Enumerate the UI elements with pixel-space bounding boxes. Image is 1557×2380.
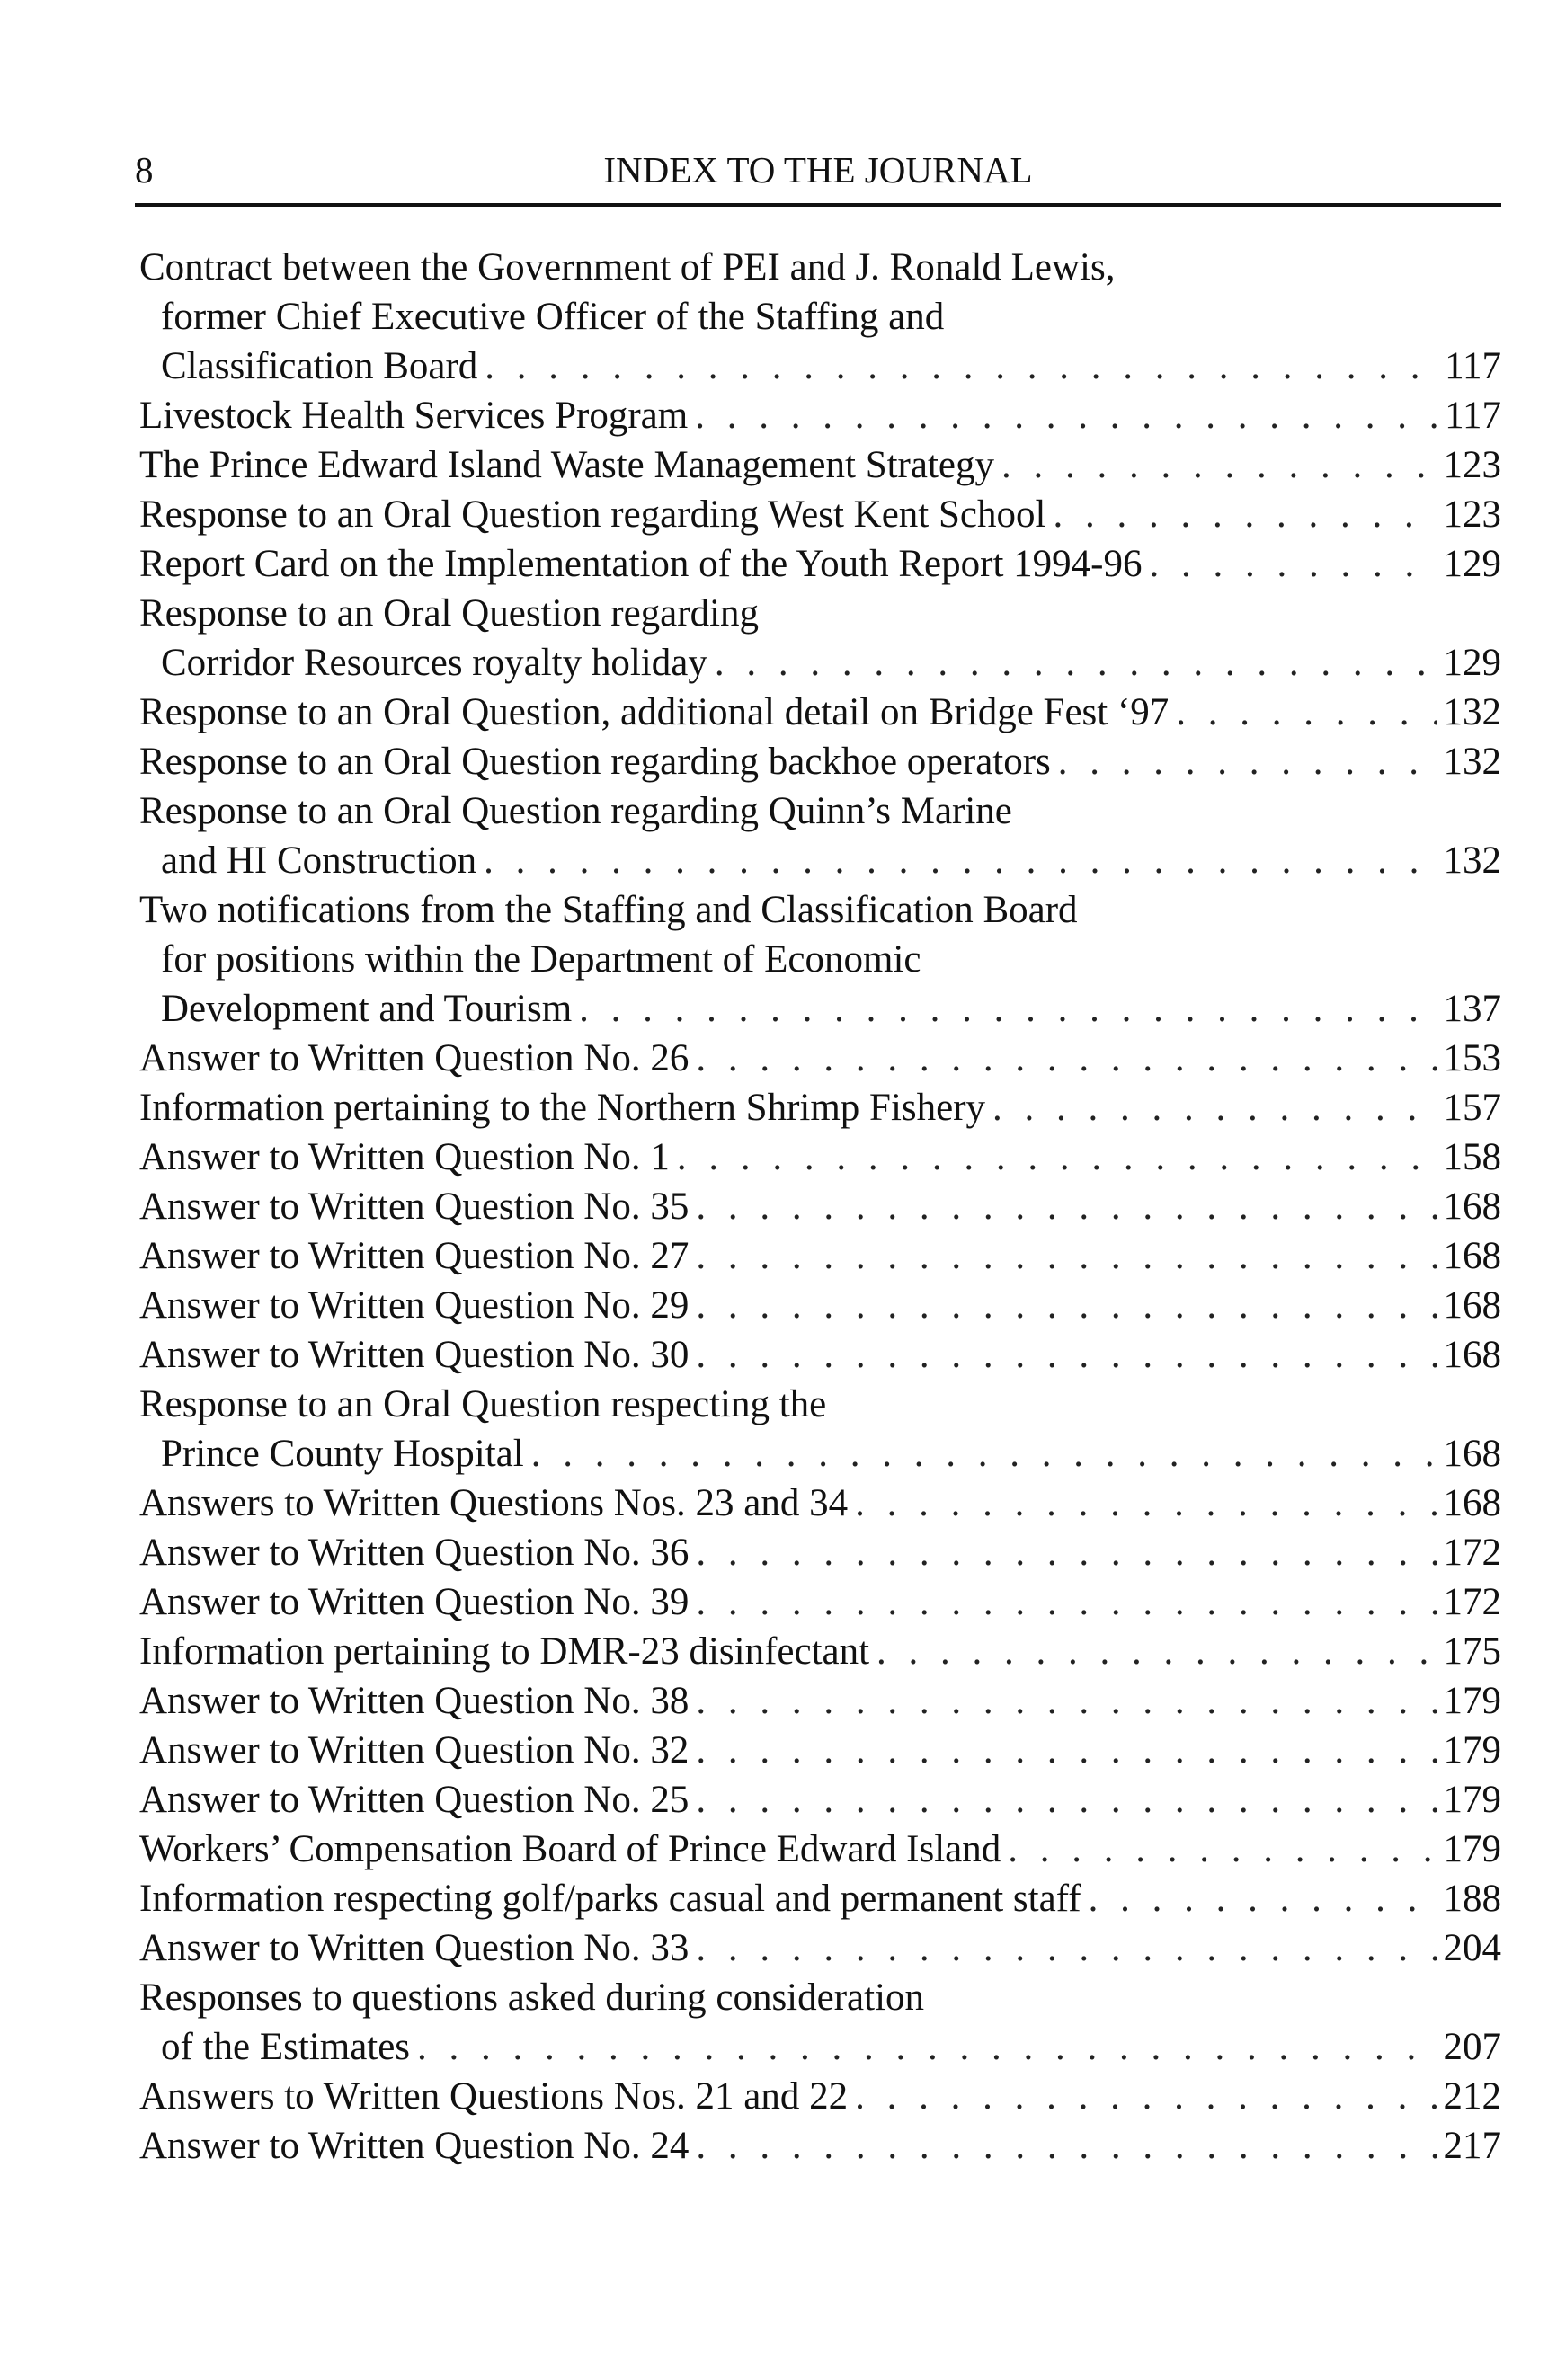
dot-leader <box>696 1528 1436 1577</box>
entry-final-line <box>139 836 1501 885</box>
entry-text: former Chief Executive Officer of the Staffing and <box>161 296 945 338</box>
page-reference: 168 <box>1443 1433 1501 1475</box>
index-entry <box>139 1627 1501 1676</box>
entry-final-line <box>139 2121 1501 2171</box>
page-reference: 137 <box>1443 988 1501 1030</box>
entry-final-line <box>139 2072 1501 2121</box>
entry-text: Two notifications from the Staffing and Classification Board <box>139 889 1078 931</box>
index-entry <box>139 1775 1501 1825</box>
entry-text: Response to an Oral Question respecting the <box>139 1383 827 1425</box>
page-reference: 129 <box>1443 642 1501 684</box>
dot-leader <box>696 1330 1436 1380</box>
page-reference: 129 <box>1443 543 1501 585</box>
dot-leader <box>579 984 1436 1034</box>
page-reference: 157 <box>1443 1087 1501 1129</box>
entry-final-line <box>139 1231 1501 1281</box>
entry-text: Answer to Written Question No. 26 <box>139 1037 690 1079</box>
dot-leader <box>696 1182 1436 1231</box>
entry-final-line <box>139 490 1501 539</box>
entry-text: Answer to Written Question No. 30 <box>139 1334 690 1376</box>
entry-text: Answer to Written Question No. 32 <box>139 1729 690 1772</box>
index-entry <box>139 1330 1501 1380</box>
entry-text: of the Estimates <box>161 2026 411 2068</box>
entry-text: Response to an Oral Question regarding Quinn’s Marine <box>139 790 1012 832</box>
index-entry <box>139 885 1501 1034</box>
entry-final-line <box>139 1034 1501 1083</box>
dot-leader <box>1058 737 1437 786</box>
index-entry <box>139 1034 1501 1083</box>
dot-leader <box>992 1083 1436 1132</box>
dot-leader <box>485 342 1437 391</box>
entry-final-line <box>139 391 1501 440</box>
entry-text: Report Card on the Implementation of the Youth Report 1994-96 <box>139 543 1143 585</box>
index-entry <box>139 1726 1501 1775</box>
entry-line <box>139 935 1501 984</box>
entry-line <box>139 1380 1501 1429</box>
dot-leader <box>695 391 1437 440</box>
index-entry <box>139 589 1501 688</box>
entry-final-line <box>139 1330 1501 1380</box>
page-reference: 172 <box>1443 1532 1501 1574</box>
running-title: INDEX TO THE JOURNAL <box>603 149 1033 191</box>
entry-line <box>139 786 1501 836</box>
dot-leader <box>696 1726 1436 1775</box>
entry-text: Answer to Written Question No. 29 <box>139 1284 690 1327</box>
entry-text: Livestock Health Services Program <box>139 395 689 437</box>
entry-text: Answer to Written Question No. 25 <box>139 1779 690 1821</box>
index-entry <box>139 2121 1501 2171</box>
index-entry <box>139 490 1501 539</box>
page-reference: 153 <box>1443 1037 1501 1079</box>
dot-leader <box>484 836 1436 885</box>
page-reference: 212 <box>1443 2075 1501 2118</box>
entry-final-line <box>139 1083 1501 1132</box>
page-header <box>135 144 1501 196</box>
page-reference: 204 <box>1443 1927 1501 1969</box>
page-number: 8 <box>135 149 154 191</box>
entry-final-line <box>139 539 1501 589</box>
entry-final-line <box>139 1825 1501 1874</box>
entry-text: Information pertaining to DMR-23 disinfectant <box>139 1630 870 1673</box>
entry-text: Answer to Written Question No. 24 <box>139 2125 690 2167</box>
entry-final-line <box>139 1923 1501 1973</box>
page-reference: 132 <box>1443 741 1501 783</box>
entry-final-line <box>139 1577 1501 1627</box>
page-reference: 132 <box>1443 691 1501 733</box>
entry-text: Response to an Oral Question regarding <box>139 592 760 635</box>
index-entry <box>139 1132 1501 1182</box>
entry-final-line <box>139 1281 1501 1330</box>
index-entry <box>139 1825 1501 1874</box>
index-entry <box>139 737 1501 786</box>
page-reference: 123 <box>1443 444 1501 486</box>
index-entry <box>139 1479 1501 1528</box>
entry-final-line <box>139 1528 1501 1577</box>
entry-text: Answer to Written Question No. 39 <box>139 1581 690 1623</box>
entry-line <box>139 1973 1501 2022</box>
page-reference: 217 <box>1443 2125 1501 2167</box>
entry-text: Answer to Written Question No. 27 <box>139 1235 690 1277</box>
index-entry <box>139 539 1501 589</box>
entry-final-line <box>139 1726 1501 1775</box>
dot-leader <box>696 1231 1436 1281</box>
entry-text: Response to an Oral Question regarding West Kent School <box>139 493 1046 536</box>
entry-final-line <box>139 1676 1501 1726</box>
index-entry <box>139 688 1501 737</box>
dot-leader <box>855 2072 1436 2121</box>
index-entry <box>139 1676 1501 1726</box>
entry-final-line <box>139 1874 1501 1923</box>
dot-leader <box>696 1034 1436 1083</box>
page-reference: 117 <box>1445 345 1501 387</box>
entry-final-line <box>139 2022 1501 2072</box>
dot-leader <box>855 1479 1436 1528</box>
entry-text: Information respecting golf/parks casual and permanent staff <box>139 1878 1081 1920</box>
entry-line <box>139 885 1501 935</box>
index-entry <box>139 1380 1501 1479</box>
page-reference: 172 <box>1443 1581 1501 1623</box>
index-entry <box>139 1231 1501 1281</box>
entry-final-line <box>139 1132 1501 1182</box>
dot-leader <box>1089 1874 1437 1923</box>
entry-final-line <box>139 440 1501 490</box>
index-entry <box>139 1083 1501 1132</box>
dot-leader <box>531 1429 1437 1479</box>
page-reference: 168 <box>1443 1284 1501 1327</box>
page-reference: 132 <box>1443 839 1501 882</box>
page-reference: 188 <box>1443 1878 1501 1920</box>
index-entry <box>139 1577 1501 1627</box>
page-reference: 158 <box>1443 1136 1501 1178</box>
entry-line <box>139 292 1501 342</box>
entry-text: and HI Construction <box>161 839 477 882</box>
entry-text: Answers to Written Questions Nos. 21 and 22 <box>139 2075 849 2118</box>
index-entry <box>139 2072 1501 2121</box>
page-reference: 168 <box>1443 1334 1501 1376</box>
entry-text: Answers to Written Questions Nos. 23 and 34 <box>139 1482 849 1524</box>
entry-text: for positions within the Department of Economic <box>161 938 921 981</box>
index-entries <box>139 243 1501 2171</box>
entry-text: Response to an Oral Question regarding backhoe operators <box>139 741 1051 783</box>
dot-leader <box>1008 1825 1436 1874</box>
page-reference: 168 <box>1443 1482 1501 1524</box>
index-entry <box>139 1528 1501 1577</box>
entry-text: Contract between the Government of PEI and J. Ronald Lewis, <box>139 246 1116 289</box>
dot-leader <box>417 2022 1436 2072</box>
entry-text: Corridor Resources royalty holiday <box>161 642 707 684</box>
dot-leader <box>696 1577 1436 1627</box>
entry-text: Development and Tourism <box>161 988 573 1030</box>
dot-leader <box>696 1676 1436 1726</box>
dot-leader <box>1053 490 1436 539</box>
entry-final-line <box>139 984 1501 1034</box>
page-reference: 168 <box>1443 1186 1501 1228</box>
entry-final-line <box>139 1627 1501 1676</box>
entry-text: Answer to Written Question No. 33 <box>139 1927 690 1969</box>
page-reference: 179 <box>1443 1828 1501 1870</box>
page-reference: 179 <box>1443 1779 1501 1821</box>
entry-final-line <box>139 737 1501 786</box>
entry-final-line <box>139 342 1501 391</box>
index-entry <box>139 786 1501 885</box>
entry-final-line <box>139 638 1501 688</box>
entry-text: Responses to questions asked during consideration <box>139 1976 925 2019</box>
entry-final-line <box>139 1775 1501 1825</box>
index-entry <box>139 391 1501 440</box>
entry-text: Classification Board <box>161 345 478 387</box>
dot-leader <box>677 1132 1437 1182</box>
index-entry <box>139 440 1501 490</box>
dot-leader <box>715 638 1437 688</box>
index-entry <box>139 1182 1501 1231</box>
header-rule <box>135 203 1501 207</box>
index-entry <box>139 1973 1501 2072</box>
page-reference: 123 <box>1443 493 1501 536</box>
page-reference: 179 <box>1443 1680 1501 1722</box>
entry-text: Answer to Written Question No. 38 <box>139 1680 690 1722</box>
dot-leader <box>876 1627 1436 1676</box>
entry-text: Answer to Written Question No. 35 <box>139 1186 690 1228</box>
page-reference: 168 <box>1443 1235 1501 1277</box>
entry-final-line <box>139 1182 1501 1231</box>
dot-leader <box>696 1281 1436 1330</box>
index-entry <box>139 243 1501 391</box>
entry-text: Response to an Oral Question, additional detail on Bridge Fest ‘97 <box>139 691 1170 733</box>
entry-final-line <box>139 688 1501 737</box>
entry-text: Workers’ Compensation Board of Prince Edward Island <box>139 1828 1001 1870</box>
page-reference: 179 <box>1443 1729 1501 1772</box>
page-reference: 175 <box>1443 1630 1501 1673</box>
entry-text: Prince County Hospital <box>161 1433 524 1475</box>
entry-final-line <box>139 1429 1501 1479</box>
index-entry <box>139 1874 1501 1923</box>
entry-text: Answer to Written Question No. 36 <box>139 1532 690 1574</box>
page-reference: 117 <box>1445 395 1501 437</box>
dot-leader <box>696 1923 1436 1973</box>
dot-leader <box>1149 539 1436 589</box>
entry-text: The Prince Edward Island Waste Management Strategy <box>139 444 994 486</box>
dot-leader <box>1176 688 1436 737</box>
entry-line <box>139 589 1501 638</box>
index-entry <box>139 1281 1501 1330</box>
dot-leader <box>696 2121 1436 2171</box>
entry-line <box>139 243 1501 292</box>
index-entry <box>139 1923 1501 1973</box>
page-reference: 207 <box>1443 2026 1501 2068</box>
dot-leader <box>696 1775 1436 1825</box>
entry-final-line <box>139 1479 1501 1528</box>
dot-leader <box>1001 440 1437 490</box>
entry-text: Information pertaining to the Northern Shrimp Fishery <box>139 1087 986 1129</box>
entry-text: Answer to Written Question No. 1 <box>139 1136 670 1178</box>
